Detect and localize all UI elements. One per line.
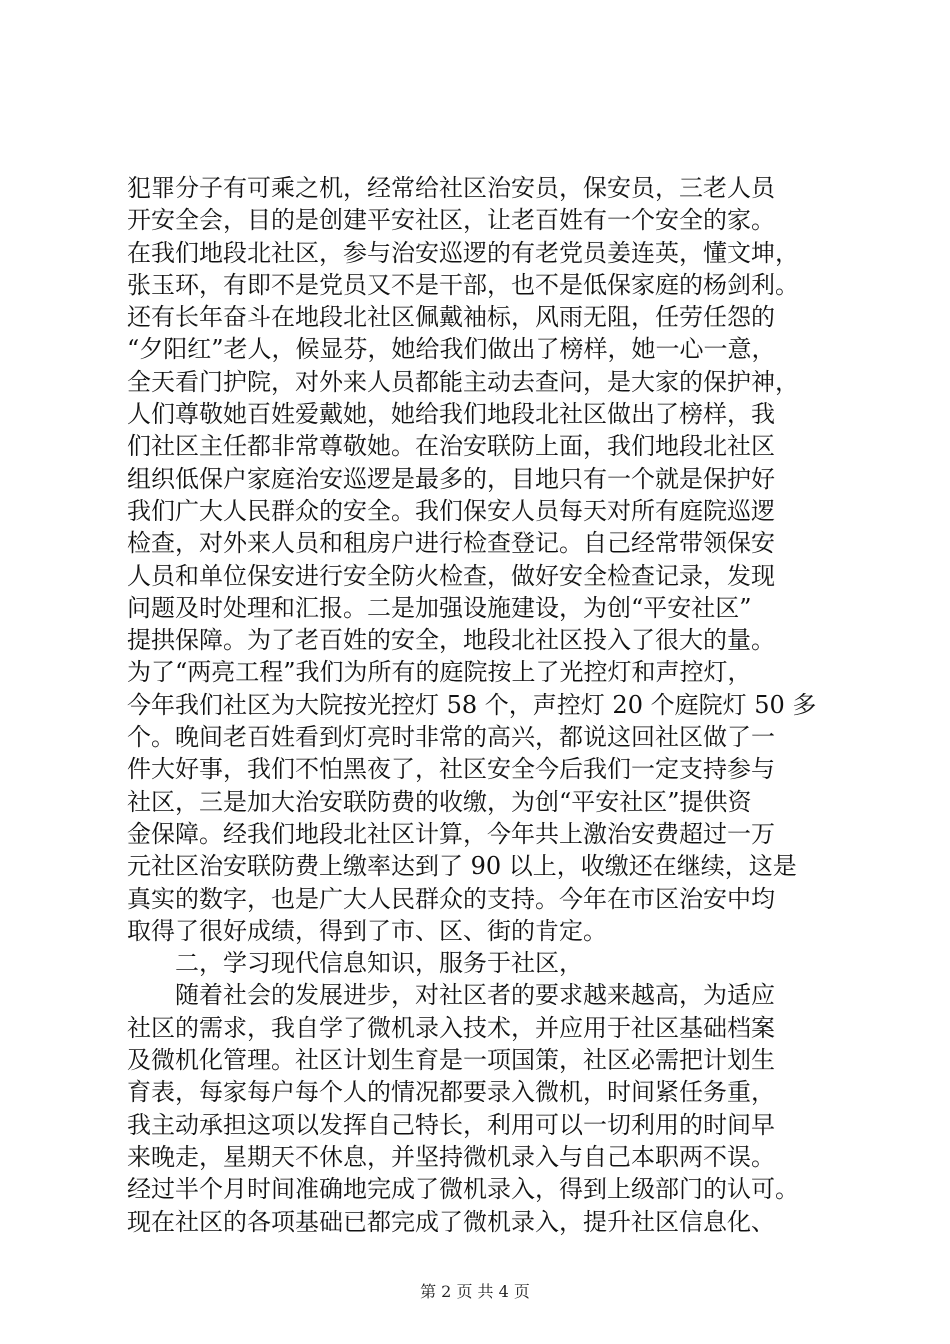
- text-line: 问题及时处理和汇报。二是加强设施建设，为创“平安社区”: [127, 593, 752, 622]
- text-line: 我主动承担这项以发挥自己特长，利用可以一切利用的时间早: [127, 1110, 775, 1139]
- text-line: 取得了很好成绩，得到了市、区、街的肯定。: [127, 916, 607, 945]
- text-line: 在我们地段北社区，参与治安巡逻的有老党员姜连英，懂文坤，: [127, 238, 799, 267]
- text-line: 件大好事，我们不怕黑夜了，社区安全今后我们一定支持参与: [127, 755, 775, 784]
- text-line: 全天看门护院，对外来人员都能主动去查问，是大家的保护神，: [127, 367, 799, 396]
- text-line: 社区的需求，我自学了微机录入技术，并应用于社区基础档案: [127, 1013, 775, 1042]
- text-line: 张玉环，有即不是党员又不是干部，也不是低保家庭的杨剑利。: [127, 270, 799, 299]
- text-line: “夕阳红”老人，候显芬，她给我们做出了榜样，她一心一意，: [127, 335, 776, 364]
- text-line: 为了“两亮工程”我们为所有的庭院按上了光控灯和声控灯，: [127, 658, 752, 687]
- text-line: 个。晚间老百姓看到灯亮时非常的高兴，都说这回社区做了一: [127, 723, 775, 752]
- text-line: 们社区主任都非常尊敬她。在治安联防上面，我们地段北社区: [127, 432, 775, 461]
- page-number-footer: 第 2 页 共 4 页: [420, 1282, 530, 1301]
- text-line: 社区，三是加大治安联防费的收缴，为创“平安社区”提供资: [127, 787, 752, 816]
- document-body: [127, 172, 827, 1238]
- section-heading: 二，学习现代信息知识，服务于社区，: [175, 949, 583, 978]
- text-line: 组织低保户家庭治安巡逻是最多的，目地只有一个就是保护好: [127, 464, 775, 493]
- text-line: 来晚走，星期天不休息，并坚持微机录入与自己本职两不误。: [127, 1142, 775, 1171]
- text-line: 元社区治安联防费上缴率达到了 90 以上，收缴还在继续，这是: [127, 852, 797, 881]
- text-line: 及微机化管理。社区计划生育是一项国策，社区必需把计划生: [127, 1046, 775, 1075]
- text-line: 还有长年奋斗在地段北社区佩戴袖标，风雨无阻，任劳任怨的: [127, 303, 775, 332]
- text-line: 金保障。经我们地段北社区计算，今年共上激治安费超过一万: [127, 819, 775, 848]
- text-line: 开安全会，目的是创建平安社区，让老百姓有一个安全的家。: [127, 206, 775, 235]
- text-line: 育表，每家每户每个人的情况都要录入微机，时间紧任务重，: [127, 1078, 775, 1107]
- text-line: 今年我们社区为大院按光控灯 58 个，声控灯 20 个庭院灯 50 多: [127, 690, 817, 719]
- text-line: 经过半个月时间准确地完成了微机录入，得到上级部门的认可。: [127, 1175, 799, 1204]
- text-line: 提拱保障。为了老百姓的安全，地段北社区投入了很大的量。: [127, 626, 775, 655]
- text-line: 人们尊敬她百姓爱戴她，她给我们地段北社区做出了榜样，我: [127, 400, 775, 429]
- text-line: 真实的数字，也是广大人民群众的支持。今年在市区治安中均: [127, 884, 775, 913]
- text-line: 人员和单位保安进行安全防火检查，做好安全检查记录，发现: [127, 561, 775, 590]
- text-line: 现在社区的各项基础已都完成了微机录入，提升社区信息化、: [127, 1207, 775, 1236]
- text-line: 随着社会的发展进步，对社区者的要求越来越高，为适应: [175, 981, 775, 1010]
- text-line: 检查，对外来人员和租房户进行检查登记。自己经常带领保安: [127, 529, 775, 558]
- text-line: 我们广大人民群众的安全。我们保安人员每天对所有庭院巡逻: [127, 496, 775, 525]
- text-line: 犯罪分子有可乘之机，经常给社区治安员，保安员，三老人员: [127, 174, 775, 202]
